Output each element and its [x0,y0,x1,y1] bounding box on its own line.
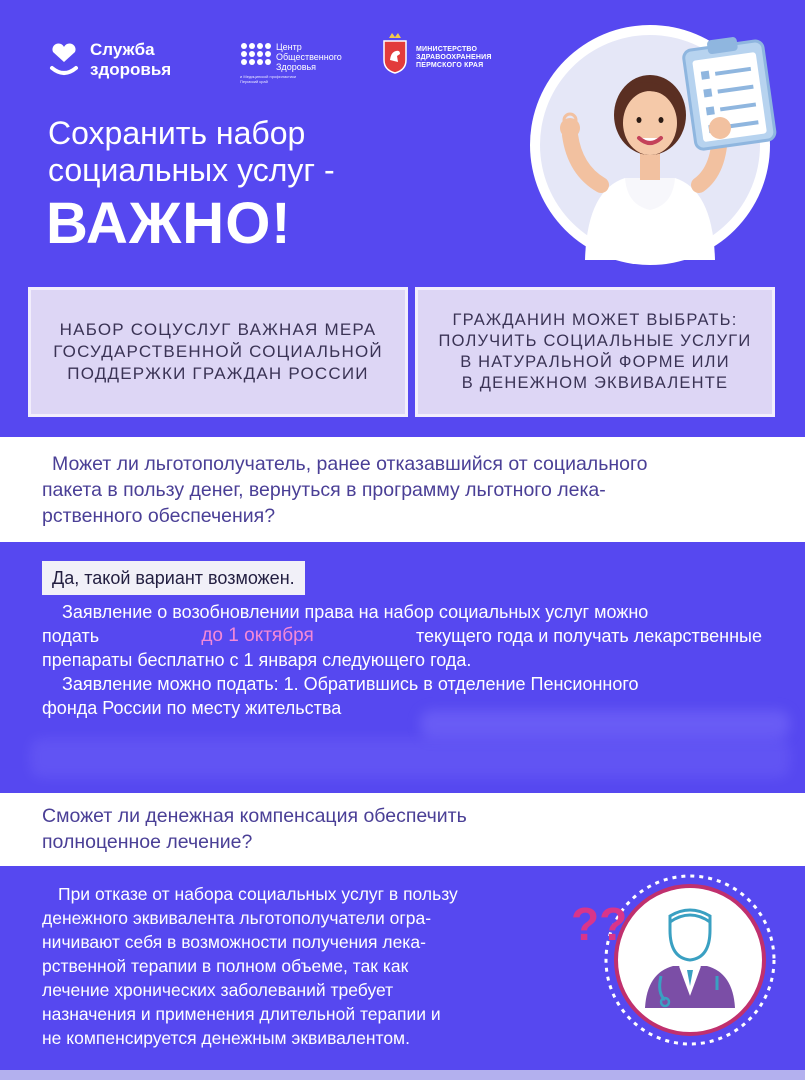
logo2-line3: Здоровья [276,62,317,72]
info-box-measure [28,287,408,417]
logo2-small-text: и Медицинской профилактики Пермский край [240,74,297,84]
logo2-line1: Центр [276,42,302,52]
logo3-line1: МИНИСТЕРСТВО [416,46,478,53]
box2-line2: ПОЛУЧИТЬ СОЦИАЛЬНЫЕ УСЛУГИ [438,332,752,350]
heart-smile-icon [48,42,80,80]
box1-line1: НАБОР СОЦУСЛУГ ВАЖНАЯ МЕРА [59,320,377,339]
headline-emphasis: ВАЖНО! [46,191,292,256]
headline [48,115,335,189]
coat-of-arms-icon [382,32,408,74]
deadline-highlight: до 1 октября [201,625,314,646]
question-marks: ?? [571,898,628,950]
answer-yes-label: Да, такой вариант возможен. [42,561,305,595]
answer2-line7: не компенсируется денежным эквивалентом. [42,1028,410,1048]
answer2-line6: назначения и применения длительной терапии и [42,1004,441,1024]
box1-line3: ПОДДЕРЖКИ ГРАЖДАН РОССИИ [67,364,369,383]
box2-line1: ГРАЖДАНИН МОЖЕТ ВЫБРАТЬ: [452,311,738,329]
logo-sluzhba-zdorovya [48,40,198,84]
answer1-p1-line1: Заявление о возобновлении права на набор социальных услуг можно [62,602,649,622]
logo2-line2: Общественного [276,52,342,62]
answer1-p2-line2: фонда России по месту жительства [42,698,342,718]
doctor-question-icon [565,868,795,1058]
question2-line2: полноценное лечение? [42,831,253,853]
answer2-line1: При отказе от набора социальных услуг в пользу [58,884,458,904]
answer2-line2: денежного эквивалента льготополучатели огра- [42,908,432,928]
headline-line2: социальных услуг - [48,152,335,188]
question2-band [0,793,805,866]
answer1-p1-after: текущего года и получать лекарственные [415,626,762,646]
logo-ministry [382,32,502,80]
answer1-p1-line2 [42,624,762,648]
headline-line1: Сохранить набор [48,115,306,151]
logo-center-public-health [240,42,360,88]
box2-line3: В НАТУРАЛЬНОЙ ФОРМЕ ИЛИ [460,353,730,371]
logo3-line2: ЗДРАВООХРАНЕНИЯ [416,54,492,61]
question1-line3: рственного обеспечения? [42,505,276,527]
logo1-line2: здоровья [90,60,172,79]
answer1-p1-line3: препараты бесплатно с 1 января следующего года. [42,650,472,670]
question1-line2: пакета в пользу денег, вернуться в программу льготного лека- [42,479,606,501]
answer2-line5: лечение хронических заболеваний требует [42,980,394,1000]
question1-line1: Может ли льготополучатель, ранее отказавшийся от социального [52,453,648,475]
logo3-line3: ПЕРМСКОГО КРАЯ [416,62,484,69]
doctor-woman-illustration [515,20,785,270]
box2-line4: В ДЕНЕЖНОМ ЭКВИВАЛЕНТЕ [461,374,729,392]
question2-line1: Сможет ли денежная компенсация обеспечить [42,805,467,827]
answer2-text [42,882,545,1050]
answer2-line4: рственной терапии в полном объеме, так как [42,956,409,976]
answer1-p2-line1: Заявление можно подать: 1. Обратившись в отделение Пенсионного [62,674,639,694]
bottom-strip [0,1070,805,1080]
dots-grid-icon [240,42,272,70]
logo1-line1: Служба [90,40,155,59]
blurred-region [420,710,790,738]
blurred-region-2 [30,738,790,778]
question1-band [0,437,805,542]
info-box-choice [415,287,775,417]
answer1-p1-before: подать [42,626,100,646]
answer2-line3: ничивают себя в возможности получения лека- [42,932,426,952]
answer1-text [42,600,762,720]
box1-line2: ГОСУДАРСТВЕННОЙ СОЦИАЛЬНОЙ [53,342,383,361]
